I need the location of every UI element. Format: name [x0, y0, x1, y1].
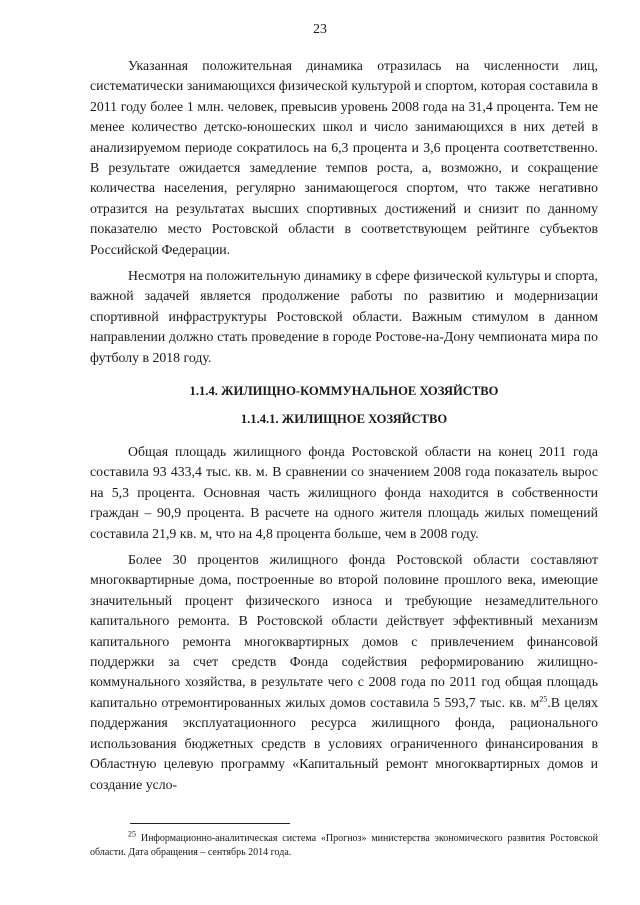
footnote-number: 25: [128, 829, 136, 839]
paragraph-sports-dynamics: Указанная положительная динамика отразилась на численности лиц, систематически занимающихся физической культурой и спортом, которая составила в 2011 году более 1 млн. человек, превысив уровень 2008 года на 31,4 процента. Тем не менее количество детско-юношеских школ и число занимающихся в них детей в анализируемом периоде сократилось на 6,3 процента и 3,6 процента соответственно. В результате ожидается замедление темпов роста, а, возможно, и сокращение количества населения, регулярно занимающегося спортом, что также негативно отразится на результатах высших спортивных достижений и снизит по данному показателю место Ростовской области в соответствующем рейтинге субъектов Российской Федерации.: [90, 58, 598, 257]
body-text-housing: [90, 442, 598, 795]
footnote-divider: [130, 823, 290, 824]
paragraph-sports-infrastructure: Несмотря на положительную динамику в сфере физической культуры и спорта, важной задачей является продолжение работы по развитию и модернизации спортивной инфраструктуры Ростовской области. Важным стимулом в данном направлении должно стать проведение в городе Ростове-на-Дону чемпионата мира по футболу в 2018 году.: [90, 268, 598, 365]
footnote-text: Информационно-аналитическая система «Прогноз» министерства экономического развития Ростовской области. Дата обращения – сентябрь 2014 года.: [90, 833, 598, 858]
subsection-heading-housing: 1.1.4.1. ЖИЛИЩНОЕ ХОЗЯЙСТВО: [240, 412, 448, 426]
footnote: [90, 829, 598, 860]
page-number: 23: [313, 22, 327, 37]
paragraph-housing-repair: [90, 550, 598, 795]
body-text-top: [90, 56, 598, 368]
paragraph-housing-area: Общая площадь жилищного фонда Ростовской области на конец 2011 года составила 93 433,4 тыс. кв. м. В сравнении со значением 2008 года показатель вырос на 5,3 процента. Основная часть жилищного фонда находится в собственности граждан – 90,9 процента. В расчете на одного жителя площадь жилых помещений составила 21,9 кв. м, что на 4,8 процента больше, чем в 2008 году.: [90, 444, 598, 541]
paragraph-housing-repair-continuation: .В целях поддержания эксплуатационного ресурса жилищного фонда, рационального использования бюджетных средств в условиях ограниченного финансирования в Областную целевую программу «Капитальный ремонт многоквартирных домов и создание усло-: [90, 694, 598, 792]
footnote-reference: 25: [539, 694, 548, 704]
section-heading-housing-communal: 1.1.4. ЖИЛИЩНО-КОММУНАЛЬНОЕ ХОЗЯЙСТВО: [189, 384, 499, 398]
paragraph-housing-repair-text: Более 30 процентов жилищного фонда Ростовской области составляют многоквартирные дома, построенные во второй половине прошлого века, имеющие значительный процент физического износа и требующие незамедлительного капитального ремонта. В Ростовской области действует эффективный механизм капитального ремонта многоквартирных домов с привлечением финансовой поддержки за счет средств Фонда содействия реформированию жилищно-коммунального хозяйства, в результате чего с 2008 года по 2011 год общая площадь капитально отремонтированных жилых домов составила 5 593,7 тыс. кв. м: [90, 552, 598, 710]
